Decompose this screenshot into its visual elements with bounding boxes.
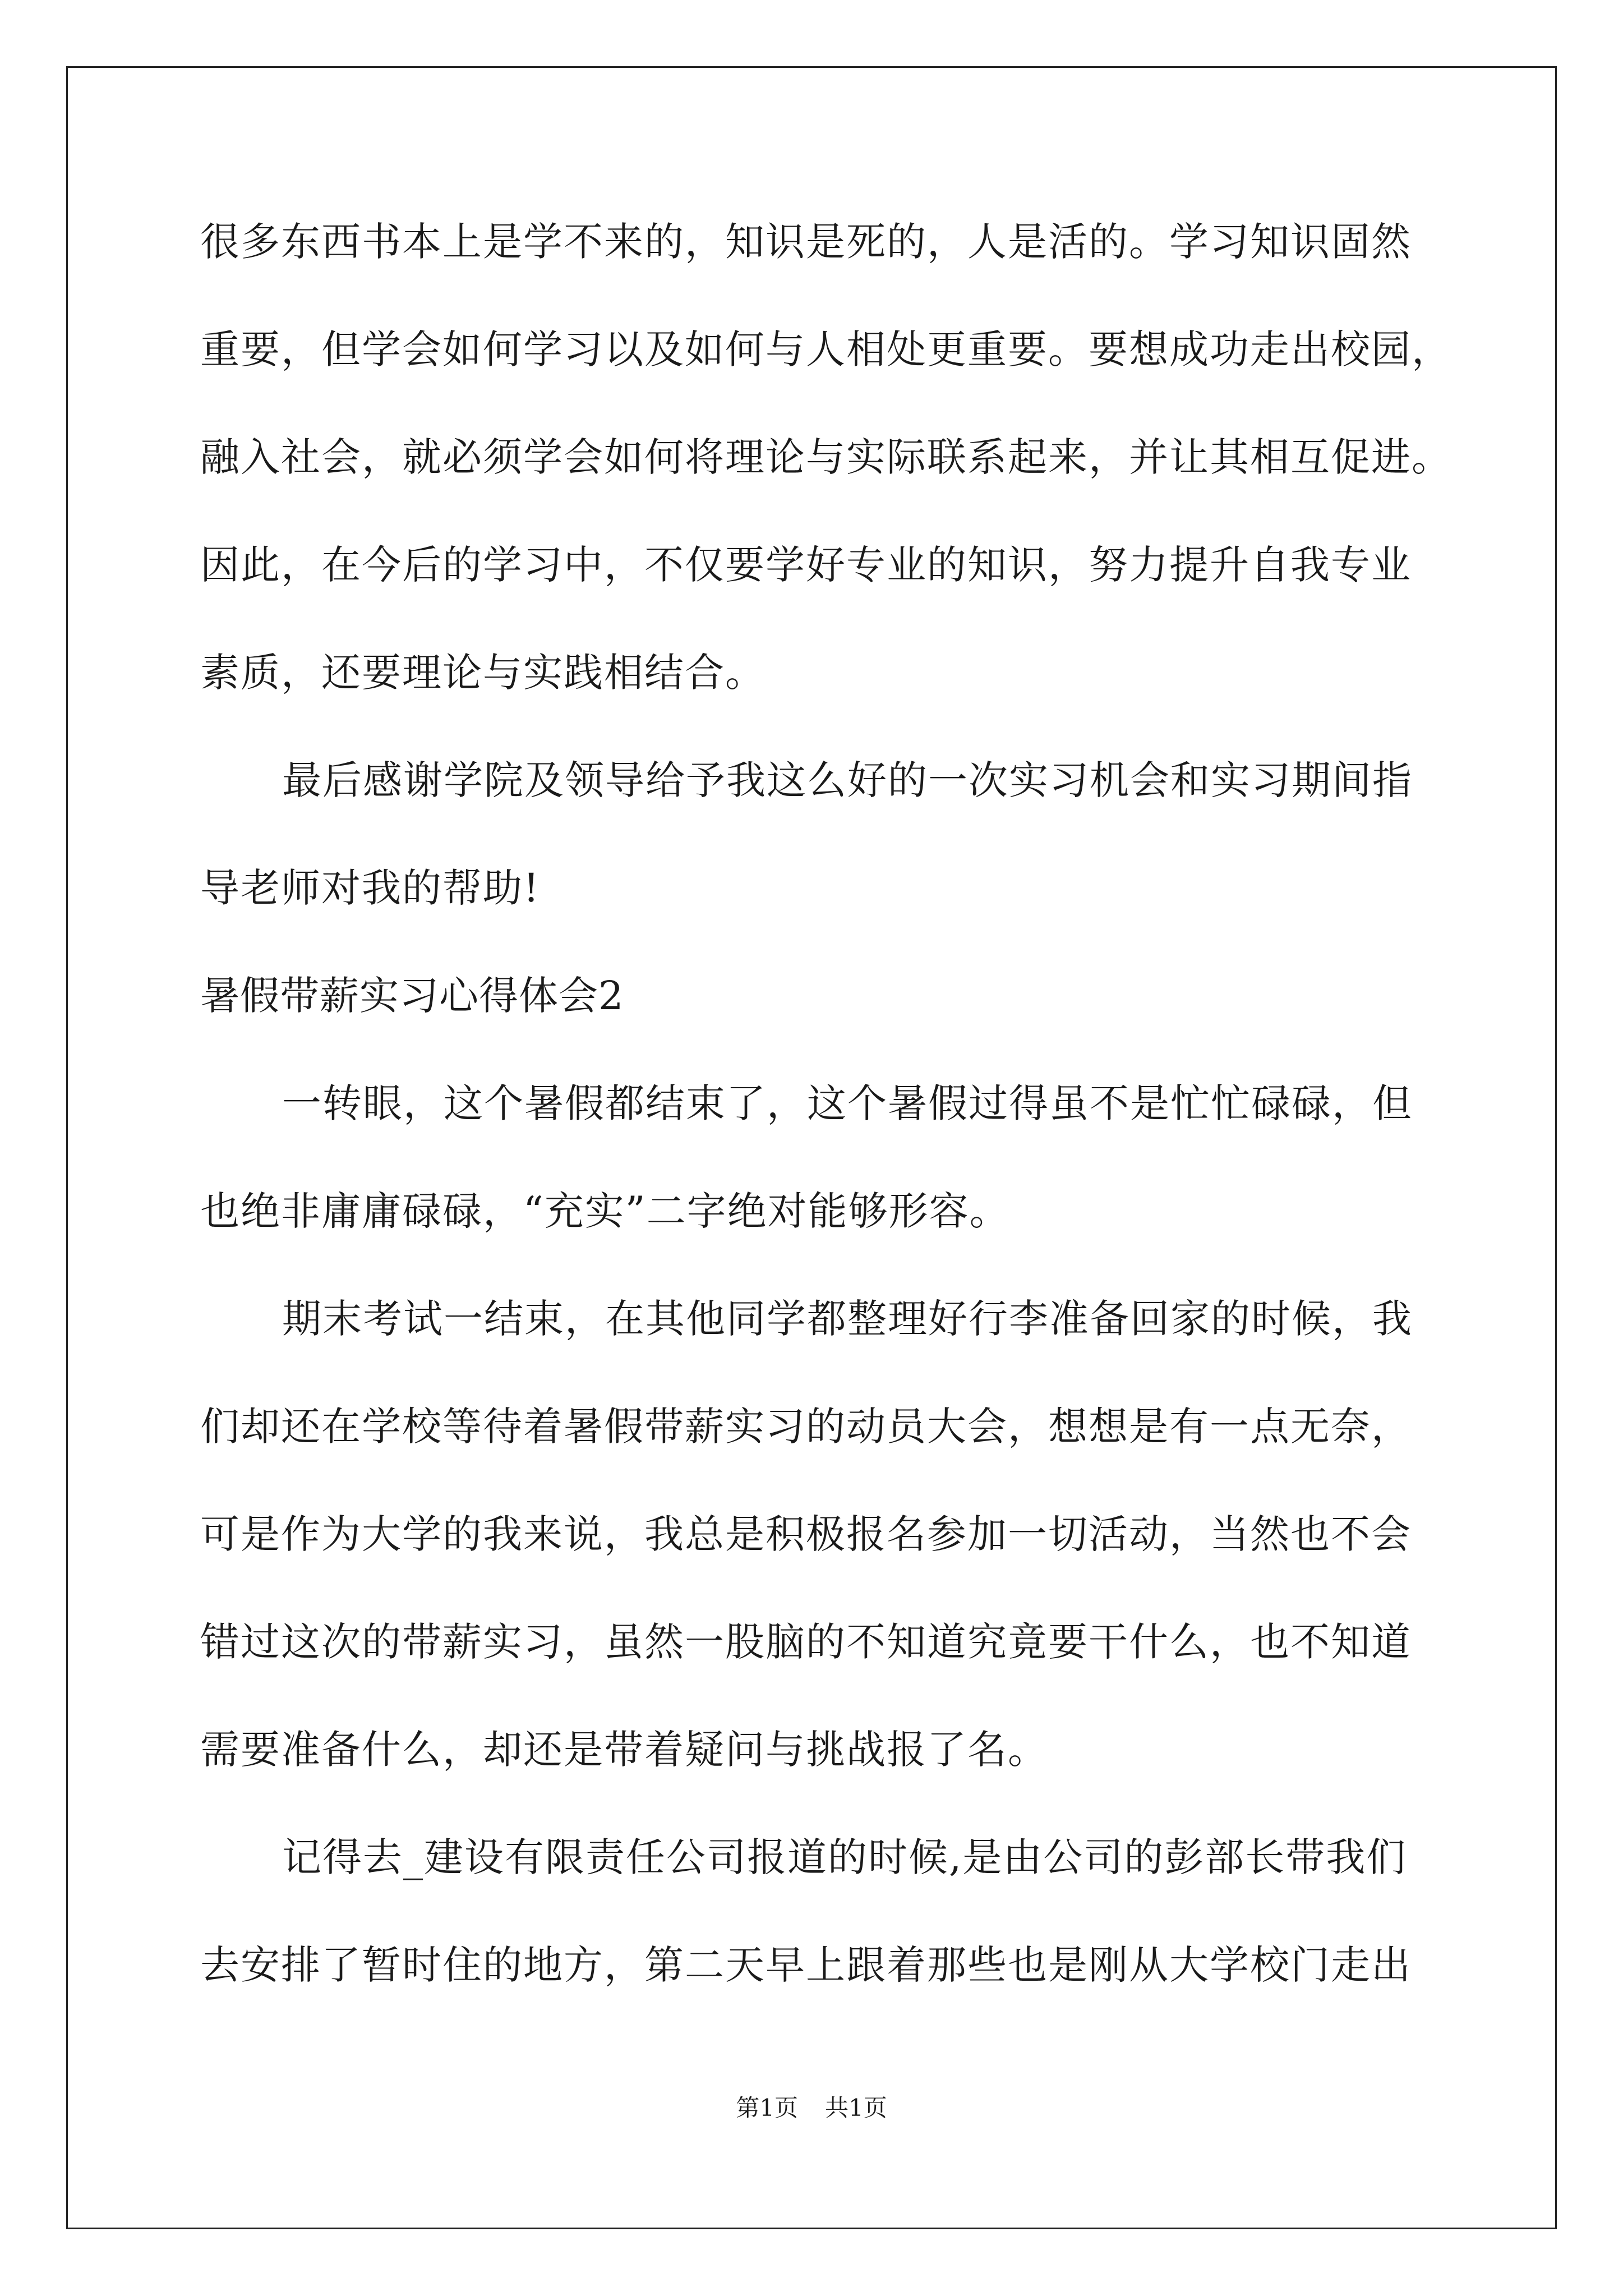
section-heading: 暑假带薪实习心得体会2 <box>200 973 624 1019</box>
text-line: 一转眼，这个暑假都结束了，这个暑假过得虽不是忙忙碌碌，但 <box>282 1080 1413 1126</box>
text-line: 素质，还要理论与实践相结合。 <box>200 650 766 696</box>
page-total: 共1页 <box>825 2094 887 2122</box>
text-line: 去安排了暂时住的地方，第二天早上跟着那些也是刚从大学校门走出 <box>200 1942 1412 1988</box>
page-number: 第1页 <box>736 2094 798 2122</box>
text-line: 期末考试一结束，在其他同学都整理好行李准备回家的时候，我 <box>282 1296 1413 1342</box>
text-line: 记得去_建设有限责任公司报道的时候,是由公司的彭部长带我们 <box>282 1834 1407 1880</box>
text-line: 因此，在今后的学习中，不仅要学好专业的知识，努力提升自我专业 <box>200 542 1412 588</box>
text-line: 重要，但学会如何学习以及如何与人相处更重要。要想成功走出校园， <box>200 326 1452 372</box>
text-line: 需要准备什么，却还是带着疑问与挑战报了名。 <box>200 1727 1048 1773</box>
text-line: 错过这次的带薪实习，虽然一股脑的不知道究竟要干什么，也不知道 <box>200 1619 1412 1665</box>
text-line: 可是作为大学的我来说，我总是积极报名参加一切活动，当然也不会 <box>200 1511 1412 1557</box>
text-line: 也绝非庸庸碌碌，“充实”二字绝对能够形容。 <box>200 1188 1010 1234</box>
text-line: 很多东西书本上是学不来的，知识是死的，人是活的。学习知识固然 <box>200 219 1412 265</box>
text-line: 最后感谢学院及领导给予我这么好的一次实习机会和实习期间指 <box>282 757 1413 803</box>
text-line: 融入社会，就必须学会如何将理论与实际联系起来，并让其相互促进。 <box>200 434 1452 480</box>
page-footer <box>0 2090 1623 2123</box>
document-body <box>200 215 1452 2046</box>
text-line: 导老师对我的帮助! <box>200 865 541 911</box>
text-line: 们却还在学校等待着暑假带薪实习的动员大会，想想是有一点无奈， <box>200 1404 1412 1450</box>
